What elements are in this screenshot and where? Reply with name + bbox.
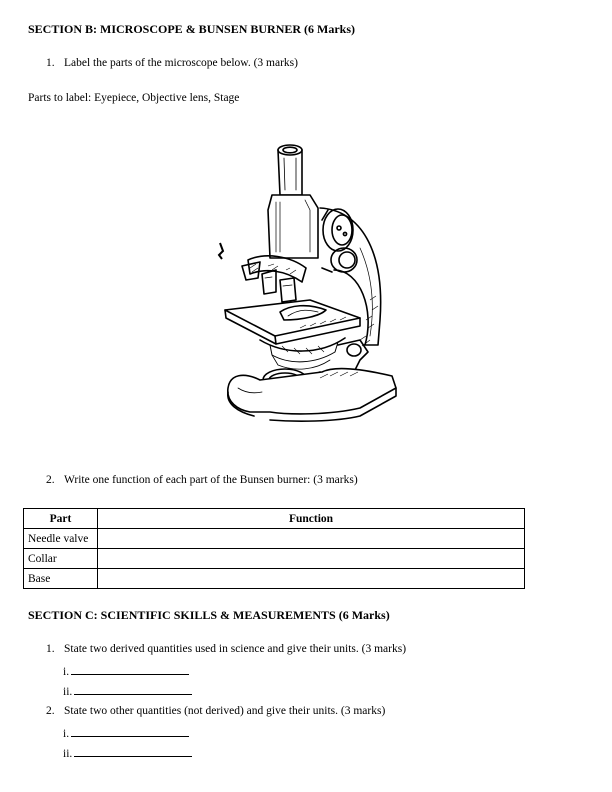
- section-c-question-2: [46, 705, 385, 717]
- answer-blank-i[interactable]: [63, 726, 189, 740]
- part-cell: Base: [24, 569, 98, 589]
- question-number: 1.: [46, 57, 55, 69]
- table-row: [24, 549, 525, 569]
- column-header-part: Part: [24, 509, 98, 529]
- section-c-heading: SECTION C: SCIENTIFIC SKILLS & MEASUREMENTS (6 Marks): [28, 608, 390, 622]
- answer-blank-ii[interactable]: [63, 746, 192, 760]
- question-text: Label the parts of the microscope below. (3 marks): [64, 57, 298, 69]
- table-row: [24, 529, 525, 549]
- column-header-function: Function: [98, 509, 525, 529]
- answer-blank-i[interactable]: [63, 664, 189, 678]
- function-cell[interactable]: [98, 529, 525, 549]
- function-cell[interactable]: [98, 549, 525, 569]
- parts-to-label: Parts to label: Eyepiece, Objective lens, Stage: [28, 92, 240, 104]
- section-b-question-1: [46, 57, 298, 69]
- microscope-illustration: [210, 140, 410, 435]
- section-c-question-1: [46, 643, 406, 655]
- question-text: State two derived quantities used in science and give their units. (3 marks): [64, 643, 407, 655]
- section-b-question-2: [46, 474, 358, 486]
- question-number: 1.: [46, 643, 55, 655]
- table-header-row: [24, 509, 525, 529]
- blank-label: i.: [63, 666, 70, 678]
- answer-blank-ii[interactable]: [63, 684, 192, 698]
- part-cell: Needle valve: [24, 529, 98, 549]
- question-number: 2.: [46, 705, 55, 717]
- bunsen-burner-table: [23, 508, 525, 589]
- section-b-heading: SECTION B: MICROSCOPE & BUNSEN BURNER (6 Marks): [28, 22, 356, 36]
- question-text: Write one function of each part of the Bunsen burner: (3 marks): [64, 474, 358, 486]
- part-cell: Collar: [24, 549, 98, 569]
- blank-label: ii.: [63, 686, 73, 698]
- table-row: [24, 569, 525, 589]
- blank-label: i.: [63, 728, 70, 740]
- question-number: 2.: [46, 474, 55, 486]
- blank-label: ii.: [63, 748, 73, 760]
- question-text: State two other quantities (not derived) and give their units. (3 marks): [64, 705, 386, 717]
- function-cell[interactable]: [98, 569, 525, 589]
